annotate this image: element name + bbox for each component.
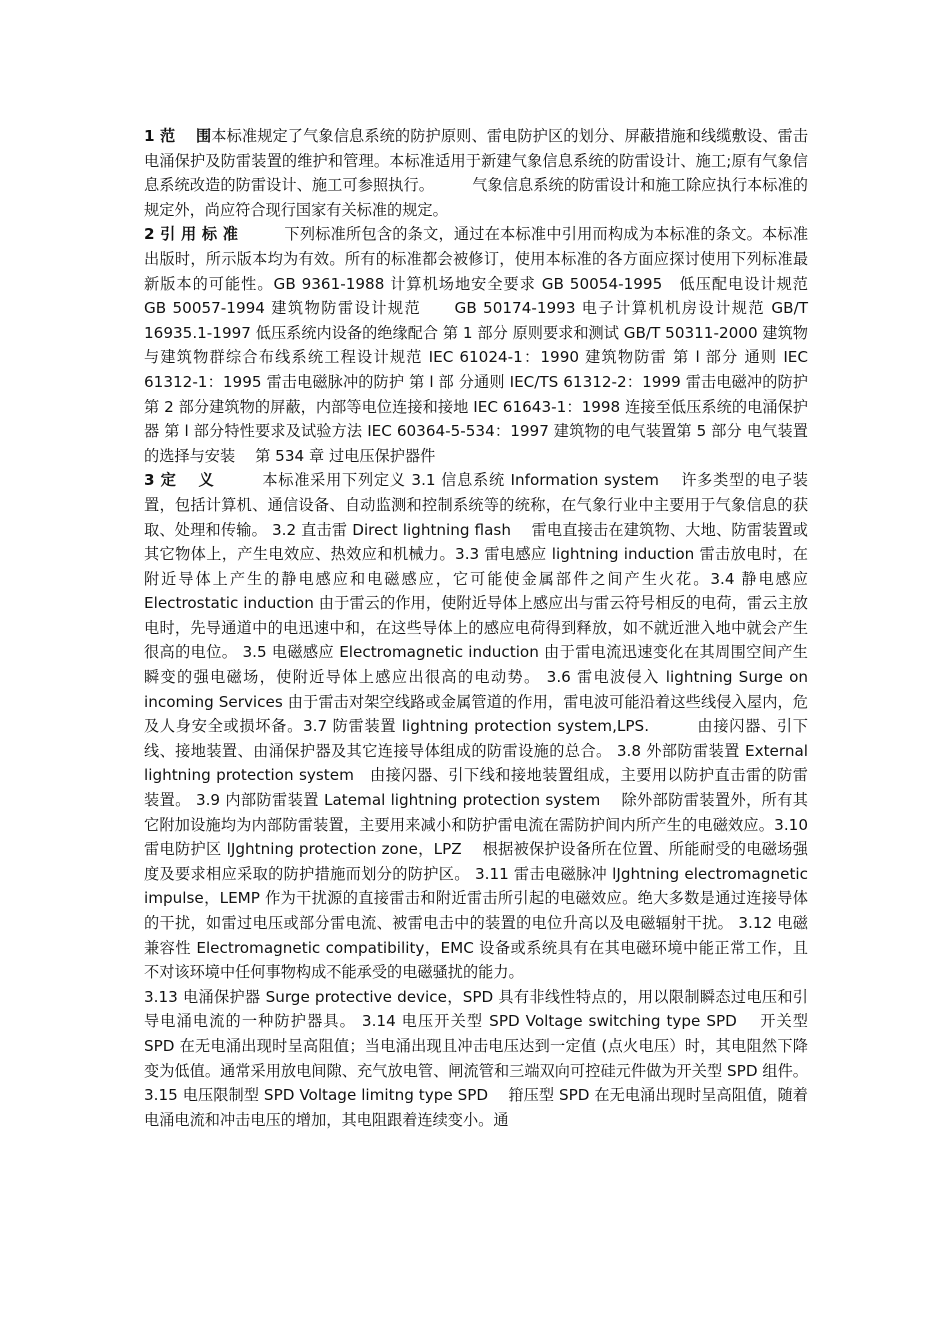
section-scope	[144, 124, 808, 222]
section-references	[144, 222, 829, 468]
section-heading-references: 2 引 用 标 准	[144, 225, 239, 244]
section-body-definitions-continued: 3.13 电涌保护器 Surge protective device，SPD 具有非线性特点的，用以限制瞬态过电压和引导电涌电流的一种防护器具。 3.14 电压开关型 SPD Voltage switching type SPD 开关型 SPD 在无电涌出现时呈高阻值；当电涌出现且冲击电压达到一定值 (点火电压）时，其电阻然下降变为低值。通常采用放电间隙、充气放电管、闸流管和三端双向可控硅元件做为开关型 SPD 组件。 3.15 电压限制型 SPD Voltage limitng type SPD 箝压型 SPD 在无电涌出现时呈高阻值，随着电涌电流和冲击电压的增加，其电阻跟着连续变小。通	[144, 987, 808, 1129]
section-definitions	[144, 468, 808, 984]
section-heading-scope: 1 范 围	[144, 127, 212, 145]
section-body-scope: 本标准规定了气象信息系统的防护原则、雷电防护区的划分、屏蔽措施和线缆敷设、雷击电涌保护及防雷装置的维护和管理。本标准适用于新建气象信息系统的防雷设计、施工;原有气象信息系统改造的防雷设计、施工可参照执行。 气象信息系统的防雷设计和施工除应执行本标准的规定外，尚应符合现行国家有关标准的规定。	[144, 127, 809, 219]
section-body-definitions: 本标准采用下列定义 3.1 信息系统 Information system 许多类型的电子装置，包括计算机、通信设备、自动监测和控制系统等的统称，在气象行业中主要用于气象信息的获取、处理和传输。 3.2 直击雷 Direct lightning flash 雷电直接击在建筑物、大地、防雷装置或其它物体上，产生电效应、热效应和机械力。3.3 雷电感应 lightning induction 雷击放电时，在附近导体上产生的静电感应和电磁感应，它可能使金属部件之间产生火花。3.4 静电感应 Electrostatic induction 由于雷云的作用，使附近导体上感应出与雷云符号相反的电荷，雷云主放电时，先导通道中的电迅速中和，在这些导体上的感应电荷得到释放，如不就近泄入地中就会产生很高的电位。 3.5 电磁感应 Electromagnetic induction 由于雷电流迅速变化在其周围空间产生瞬变的强电磁场，使附近导体上感应出很高的电动势。 3.6 雷电波侵入 lightning Surge on incoming Services 由于雷击对架空线路或金属管道的作用，雷电波可能沿着这些线侵入屋内，危及人身安全或损坏备。3.7 防雷装置 lightning protection system,LPS. 由接闪器、引下线、接地装置、由涌保护器及其它连接导体组成的防雷设施的总合。 3.8 外部防雷装置 External lightning protection system 由接闪器、引下线和接地装置组成，主要用以防护直击雷的防雷装置。 3.9 内部防雷装置 Latemal lightning protection system 除外部防雷装置外，所有其它附加设施均为内部防雷装置，主要用来减小和防护雷电流在需防护间内所产生的电磁效应。3.10 雷电防护区 lJghtning protection zone，LPZ 根据被保护设备所在位置、所能耐受的电磁场强度及要求相应采取的防护措施而划分的防护区。 3.11 雷击电磁脉冲 lJghtning electromagnetic impulse，LEMP 作为干扰源的直接雷击和附近雷击所引起的电磁效应。绝大多数是通过连接导体的干扰，如雷过电压或部分雷电流、被雷电击中的装置的电位升高以及电磁辐射干扰。 3.12 电磁兼容性 Electromagnetic compatibility，EMC 设备或系统具有在其电磁环境中能正常工作，且不对该环境中任何事物构成不能承受的电磁骚扰的能力。	[144, 471, 808, 982]
section-definitions-continued	[144, 985, 808, 1133]
document-page	[144, 124, 829, 1132]
section-body-references: 下列标准所包含的条文，通过在本标准中引用而构成为本标准的条文。本标准出版时，所示版本均为有效。所有的标准都会被修订，使用本标准的各方面应探讨使用下列标准最新版本的可能性。GB 9361-1988 计算机场地安全要求 GB 50054-1995 低压配电设计规范 GB 50057-1994 建筑物防雷设计规范 GB 50174-1993 电子计算机机房设计规范 GB/T 16935.1-1997 低压系统内设备的绝缘配合 第 1 部分 原则要求和测试 GB/T 50311-2000 建筑物与建筑物群综合布线系统工程设计规范 IEC 61024-1：1990 建筑物防雷 第 l 部分 通则 IEC 61312-1：1995 雷击电磁脉冲的防护 第 l 部 分通则 IEC/TS 61312-2：1999 雷击电磁冲的防护 第 2 部分建筑物的屏蔽，内部等电位连接和接地 IEC 61643-1：1998 连接至低压系统的电涌保护器 第 l 部分特性要求及试验方法 IEC 60364-5-534：1997 建筑物的电气装置第 5 部分 电气装置的选择与安装 第 534 章 过电压保护器件	[144, 225, 829, 465]
section-heading-definitions: 3 定 义	[144, 471, 215, 490]
